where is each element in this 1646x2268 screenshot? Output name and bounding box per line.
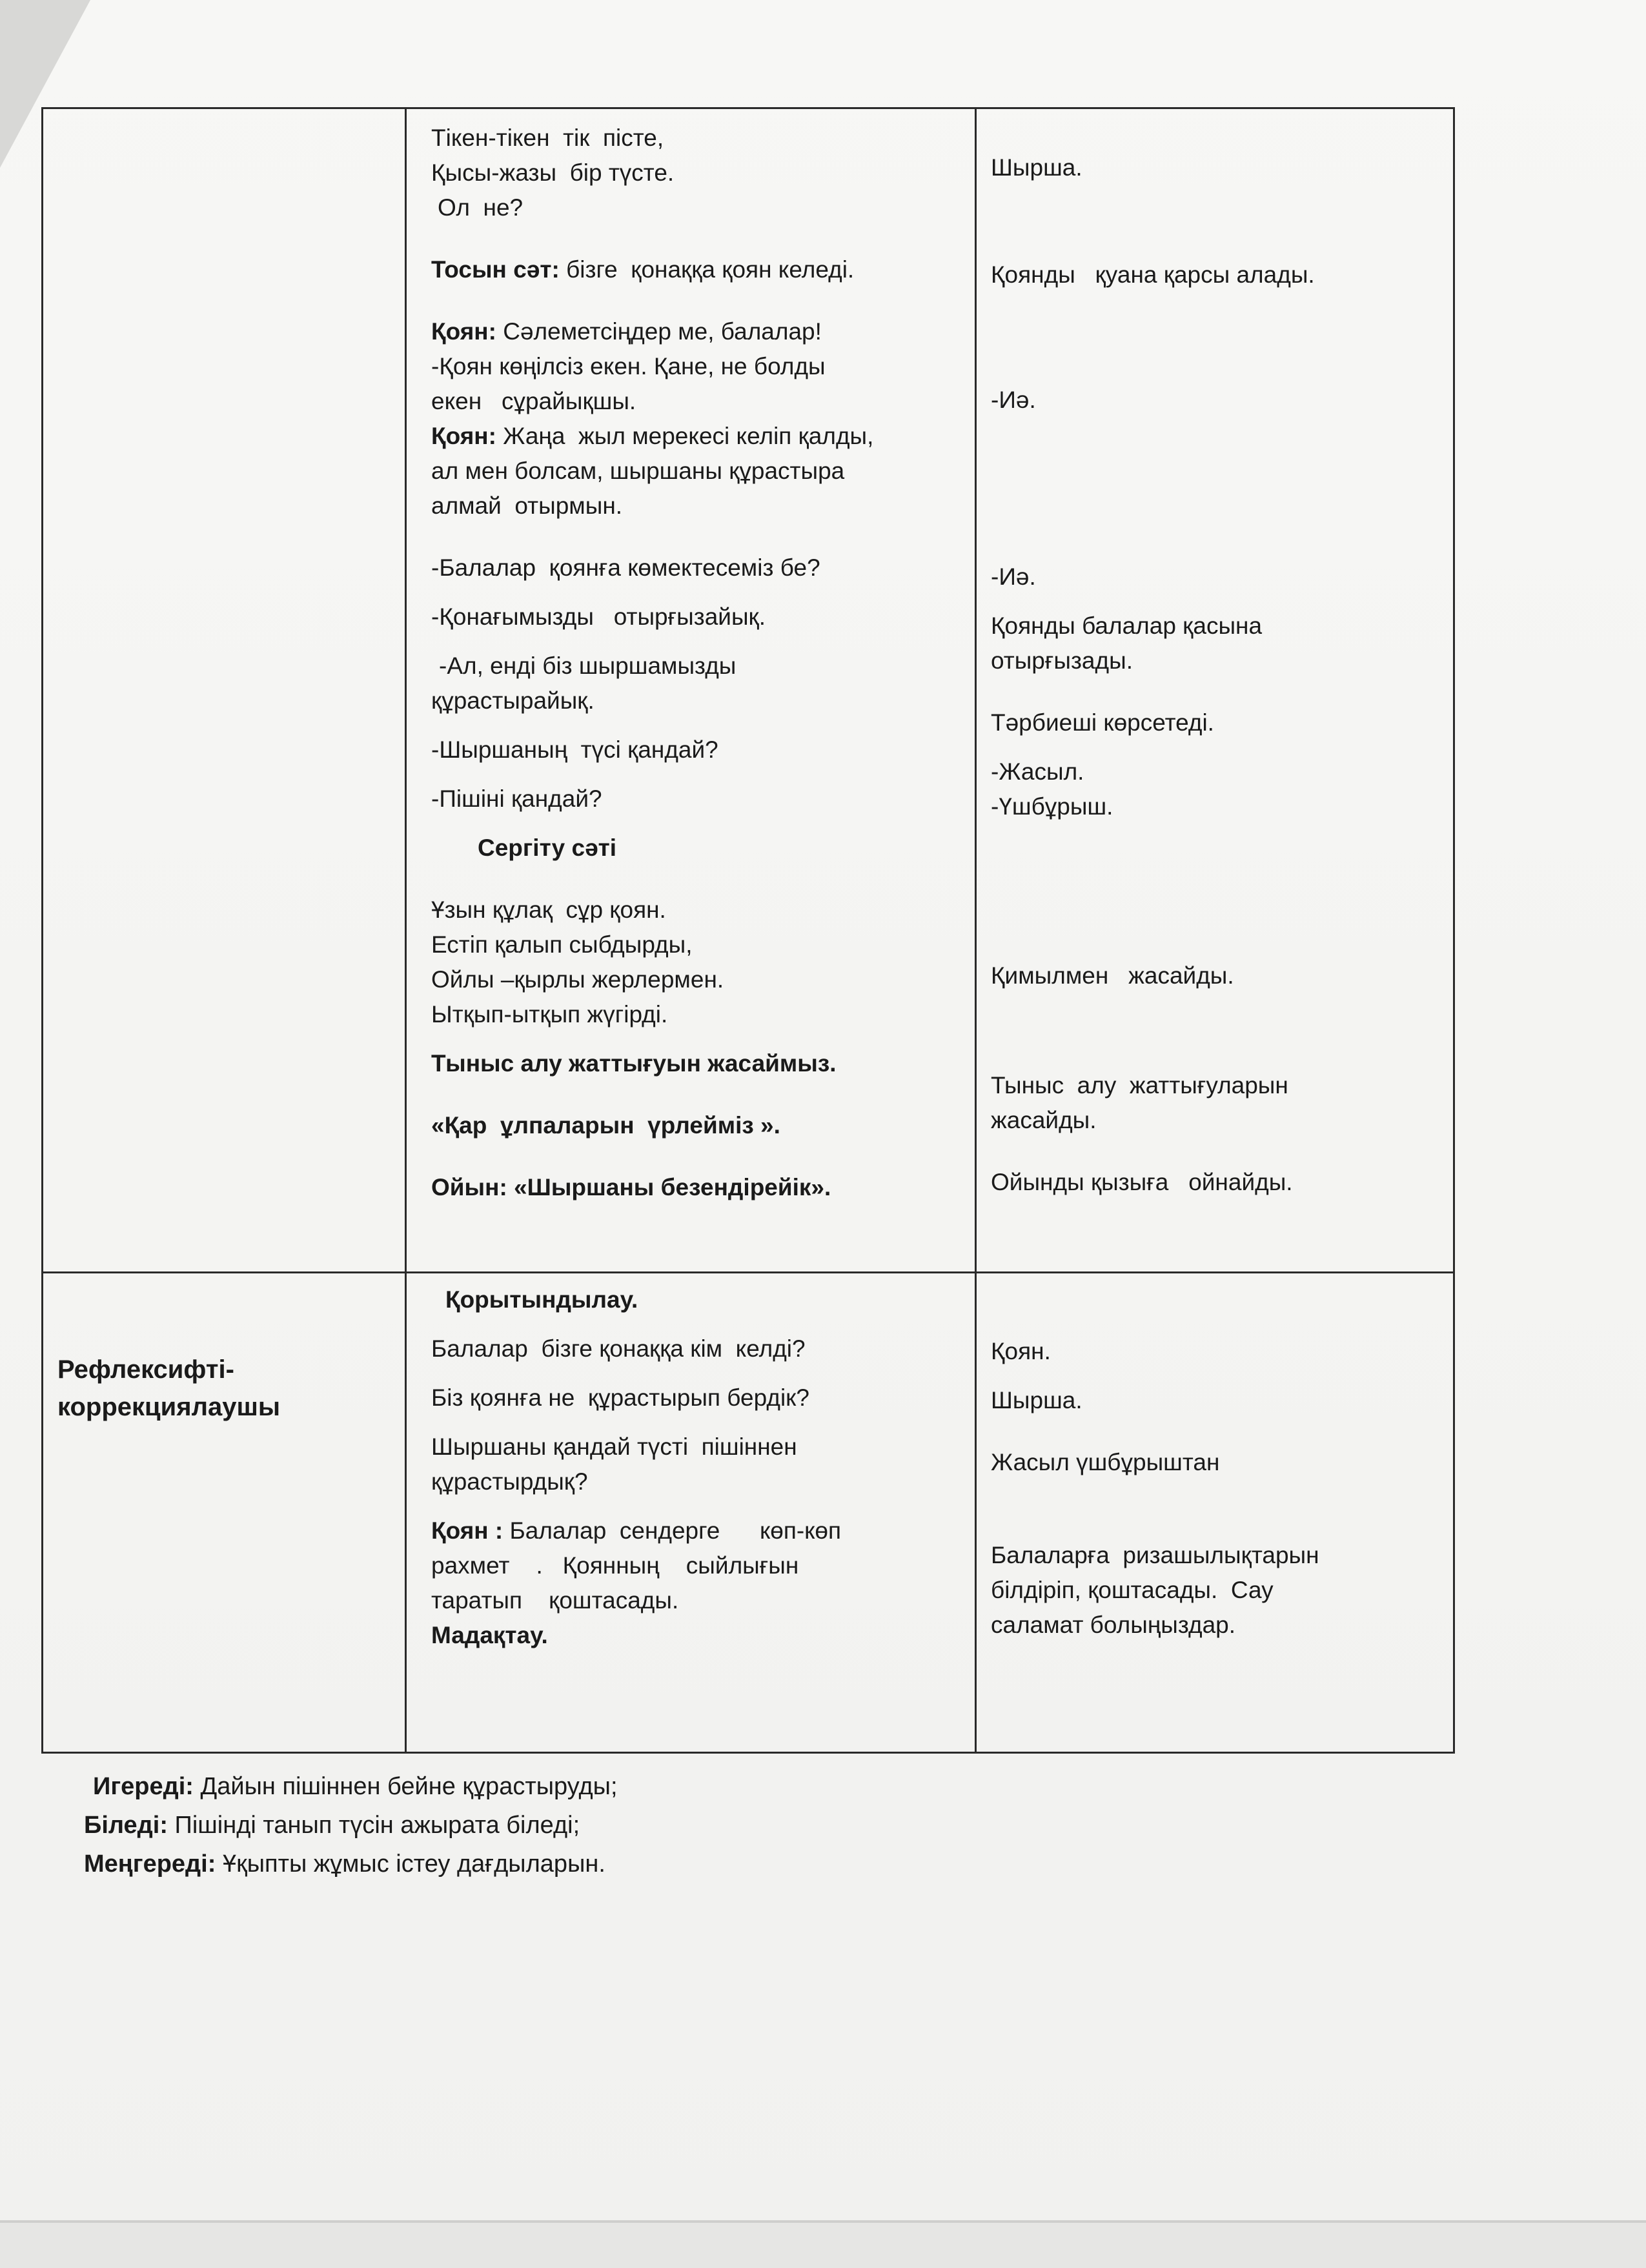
stage-title-line: Рефлексифті- (57, 1355, 234, 1384)
child-answer: -Үшбұрыш. (991, 793, 1113, 820)
outcome-text: Ұқыпты жұмыс істеу дағдыларын. (216, 1850, 605, 1878)
rabbit-line: ал мен болсам, шыршаны құрастыра (431, 458, 845, 484)
outcome-label: Игереді: (93, 1773, 194, 1800)
teacher-question: -Шыршаның түсі қандай? (431, 736, 718, 763)
rabbit-farewell: таратып қоштасады. (431, 1587, 679, 1614)
rabbit-farewell: рахмет . Қоянның сыйлығын (431, 1552, 799, 1579)
snowflake-exercise: «Қар ұлпаларын үрлейміз ». (431, 1112, 780, 1139)
outcome-label: Меңгереді: (84, 1850, 216, 1878)
child-answer: Шырша. (991, 1387, 1082, 1413)
stage-cell-reflexive (43, 1273, 406, 1753)
child-answer: Ойынды қызыға ойнайды. (991, 1169, 1293, 1195)
outcome-line (84, 1845, 1504, 1883)
rabbit-farewell: Қоян : Балалар сендерге көп-көп (431, 1517, 841, 1544)
praise-line: Мадақтау. (431, 1622, 548, 1648)
teacher-question: -Пішіні қандай? (431, 785, 602, 812)
summary-heading: Қорытындылау. (445, 1286, 638, 1313)
scanner-bottom-edge (0, 2220, 1646, 2268)
summary-question: Балалар бізге қонаққа кім келді? (431, 1335, 806, 1362)
stage-cell-empty (43, 108, 406, 1273)
outcome-line (84, 1806, 1504, 1845)
poem-line: Ұзын құлақ сұр қоян. (431, 896, 666, 923)
child-answer: Балаларға ризашылықтарын (991, 1542, 1319, 1568)
rabbit-line: алмай отырмын. (431, 492, 623, 519)
riddle-line: Тікен-тікен тік пісте, (431, 125, 664, 151)
game-title: Ойын: «Шыршаны безендірейік». (431, 1174, 831, 1200)
teacher-line: -Қоян көңілсіз екен. Қане, не болды (431, 353, 826, 380)
poem-line: Ытқып-ытқып жүгірді. (431, 1001, 668, 1028)
teacher-line: -Қонағымызды отырғызайық. (431, 603, 766, 630)
teacher-line: -Ал, енді біз шыршамызды (439, 653, 737, 679)
poem-line: Ойлы –қырлы жерлермен. (431, 966, 724, 993)
outcome-label: Біледі: (84, 1812, 168, 1839)
child-answer: Тәрбиеші көрсетеді. (991, 709, 1214, 736)
child-answer: -Иә. (991, 563, 1036, 590)
summary-question: құрастырдық? (431, 1468, 588, 1495)
child-answer: білдіріп, қоштасады. Сау (991, 1577, 1274, 1603)
outcome-text: Пішінді танып түсін ажырата біледі; (167, 1812, 580, 1839)
summary-question: Шыршаны қандай түсті пішіннен (431, 1433, 797, 1460)
child-answer: -Жасыл. (991, 758, 1084, 785)
child-answer: жасайды. (991, 1107, 1097, 1133)
child-answer: Қоянды балалар қасына (991, 613, 1263, 639)
riddle-line: Қысы-жазы бір түсте. (431, 159, 675, 186)
refresh-moment-heading: Сергіту сәті (478, 835, 617, 861)
table-row-reflexive (43, 1273, 1454, 1753)
table-row-activity (43, 108, 1454, 1273)
child-answer: -Иә. (991, 387, 1036, 413)
children-actions-cell (976, 108, 1454, 1273)
child-answer: Қоян. (991, 1338, 1051, 1364)
summary-question: Біз қоянға не құрастырып бердік? (431, 1384, 809, 1411)
breathing-exercise: Тыныс алу жаттығуын жасаймыз. (431, 1050, 837, 1077)
child-answer: отырғызады. (991, 647, 1133, 674)
riddle-question: Ол не? (438, 194, 523, 221)
poem-line: Естіп қалып сыбдырды, (431, 931, 693, 958)
child-answer: саламат болыңыздар. (991, 1612, 1236, 1638)
child-answer: Жасыл үшбұрыштан (991, 1449, 1220, 1475)
teacher-line: екен сұрайықшы. (431, 388, 636, 414)
child-answer: Қоянды қуана қарсы алады. (991, 261, 1315, 288)
teacher-actions-cell (406, 108, 976, 1273)
summary-children-cell (976, 1273, 1454, 1753)
lesson-plan-table (41, 107, 1455, 1754)
summary-teacher-cell (406, 1273, 976, 1753)
child-answer: Шырша. (991, 154, 1082, 181)
rabbit-greeting: Қоян: Сәлеметсіңдер ме, балалар! (431, 318, 822, 345)
stage-title-line: коррекциялаушы (57, 1393, 280, 1421)
child-answer: Тыныс алу жаттығуларын (991, 1072, 1288, 1099)
learning-outcomes (84, 1767, 1504, 1883)
teacher-question: -Балалар қоянға көмектесеміз бе? (431, 554, 820, 581)
child-answer: Қимылмен жасайды. (991, 962, 1234, 989)
outcome-text: Дайын пішіннен бейне құрастыруды; (193, 1773, 618, 1800)
rabbit-line: Қоян: Жаңа жыл мерекесі келіп қалды, (431, 423, 874, 449)
surprise-moment: Тосын сәт: бізге қонаққа қоян келеді. (431, 256, 855, 283)
teacher-line: құрастырайық. (431, 687, 594, 714)
outcome-line (84, 1767, 1504, 1806)
